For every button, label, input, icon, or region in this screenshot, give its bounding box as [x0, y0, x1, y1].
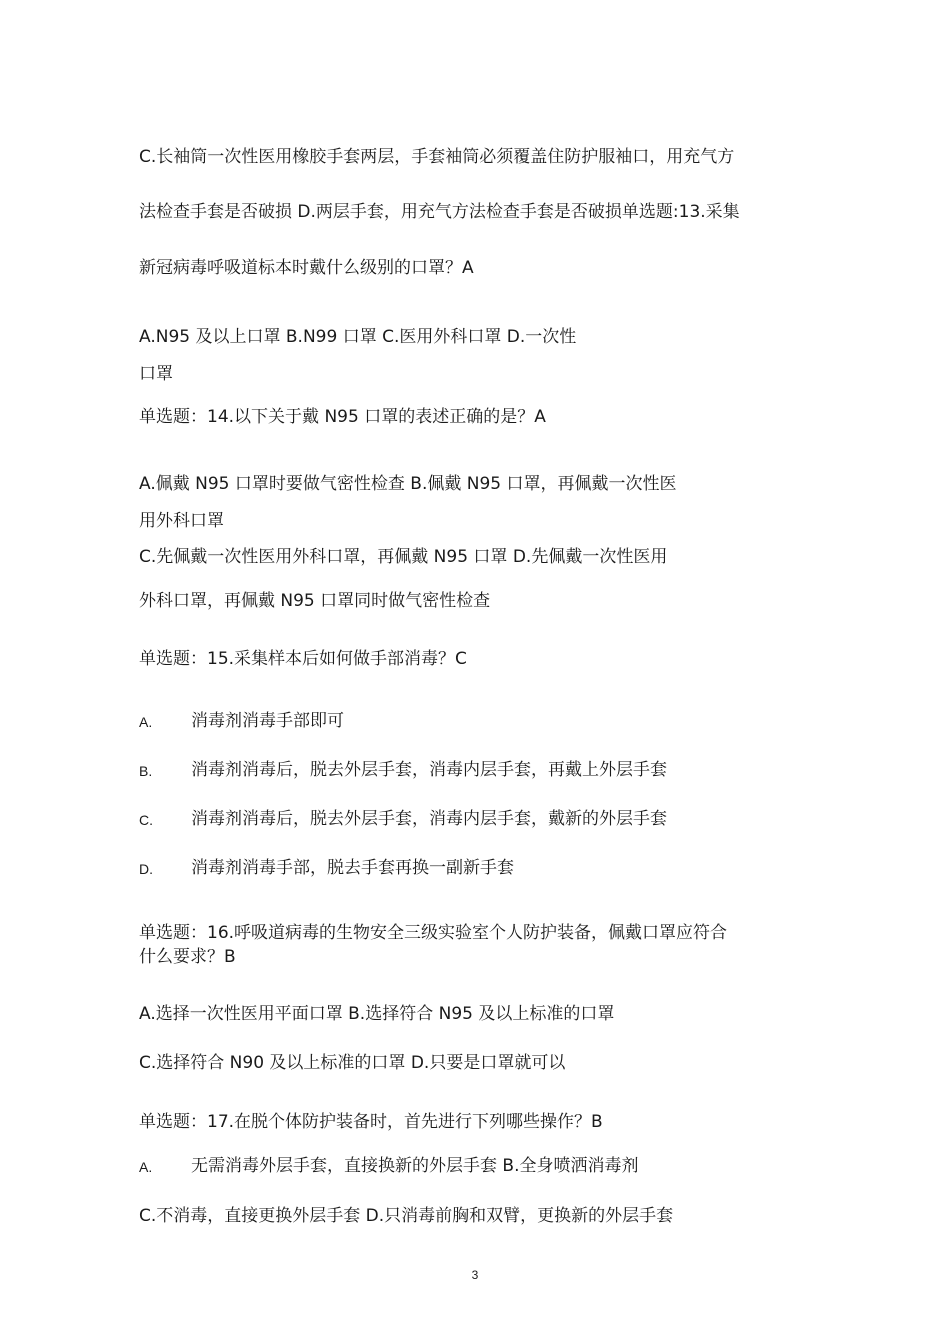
text-line: 外科口罩，再佩戴 N95 口罩同时做气密性检查: [139, 591, 491, 611]
question-title: 单选题：15.采集样本后如何做手部消毒？C: [139, 649, 467, 669]
question-title: 单选题：17.在脱个体防护装备时，首先进行下列哪些操作？B: [139, 1112, 603, 1132]
text-line: C.先佩戴一次性医用外科口罩，再佩戴 N95 口罩 D.先佩戴一次性医用: [139, 547, 668, 567]
text-line: 法检查手套是否破损 D.两层手套，用充气方法检查手套是否破损单选题:13.采集: [139, 202, 740, 222]
question-title: 单选题：14.以下关于戴 N95 口罩的表述正确的是？A: [139, 407, 546, 427]
option-letter: D.: [139, 861, 153, 877]
text-line: 新冠病毒呼吸道标本时戴什么级别的口罩？A: [139, 258, 474, 278]
text-line: 口罩: [139, 364, 173, 384]
text-line: 用外科口罩: [139, 511, 224, 531]
option-letter: A.: [139, 1159, 153, 1175]
option-text: 消毒剂消毒手部即可: [191, 711, 344, 731]
text-line: A.佩戴 N95 口罩时要做气密性检查 B.佩戴 N95 口罩，再佩戴一次性医: [139, 474, 677, 494]
option-letter: C.: [139, 812, 153, 828]
option-text: 消毒剂消毒后，脱去外层手套，消毒内层手套，再戴上外层手套: [191, 760, 667, 780]
question-title: 单选题：16.呼吸道病毒的生物安全三级实验室个人防护装备，佩戴口罩应符合: [139, 923, 728, 943]
option-text: 消毒剂消毒后，脱去外层手套，消毒内层手套，戴新的外层手套: [191, 809, 667, 829]
text-line: C.不消毒，直接更换外层手套 D.只消毒前胸和双臂，更换新的外层手套: [139, 1206, 674, 1226]
text-line: 什么要求？B: [139, 947, 236, 967]
page-number: 3: [471, 1268, 479, 1282]
option-text: 消毒剂消毒手部，脱去手套再换一副新手套: [191, 858, 514, 878]
text-line: A.选择一次性医用平面口罩 B.选择符合 N95 及以上标准的口罩: [139, 1004, 615, 1024]
text-line: A.N95 及以上口罩 B.N99 口罩 C.医用外科口罩 D.一次性: [139, 327, 577, 347]
option-letter: A.: [139, 714, 153, 730]
text-line: C.长袖筒一次性医用橡胶手套两层，手套袖筒必须覆盖住防护服袖口，用充气方: [139, 147, 735, 167]
option-text: 无需消毒外层手套，直接换新的外层手套 B.全身喷洒消毒剂: [191, 1156, 639, 1176]
text-line: C.选择符合 N90 及以上标准的口罩 D.只要是口罩就可以: [139, 1053, 566, 1073]
option-letter: B.: [139, 763, 153, 779]
